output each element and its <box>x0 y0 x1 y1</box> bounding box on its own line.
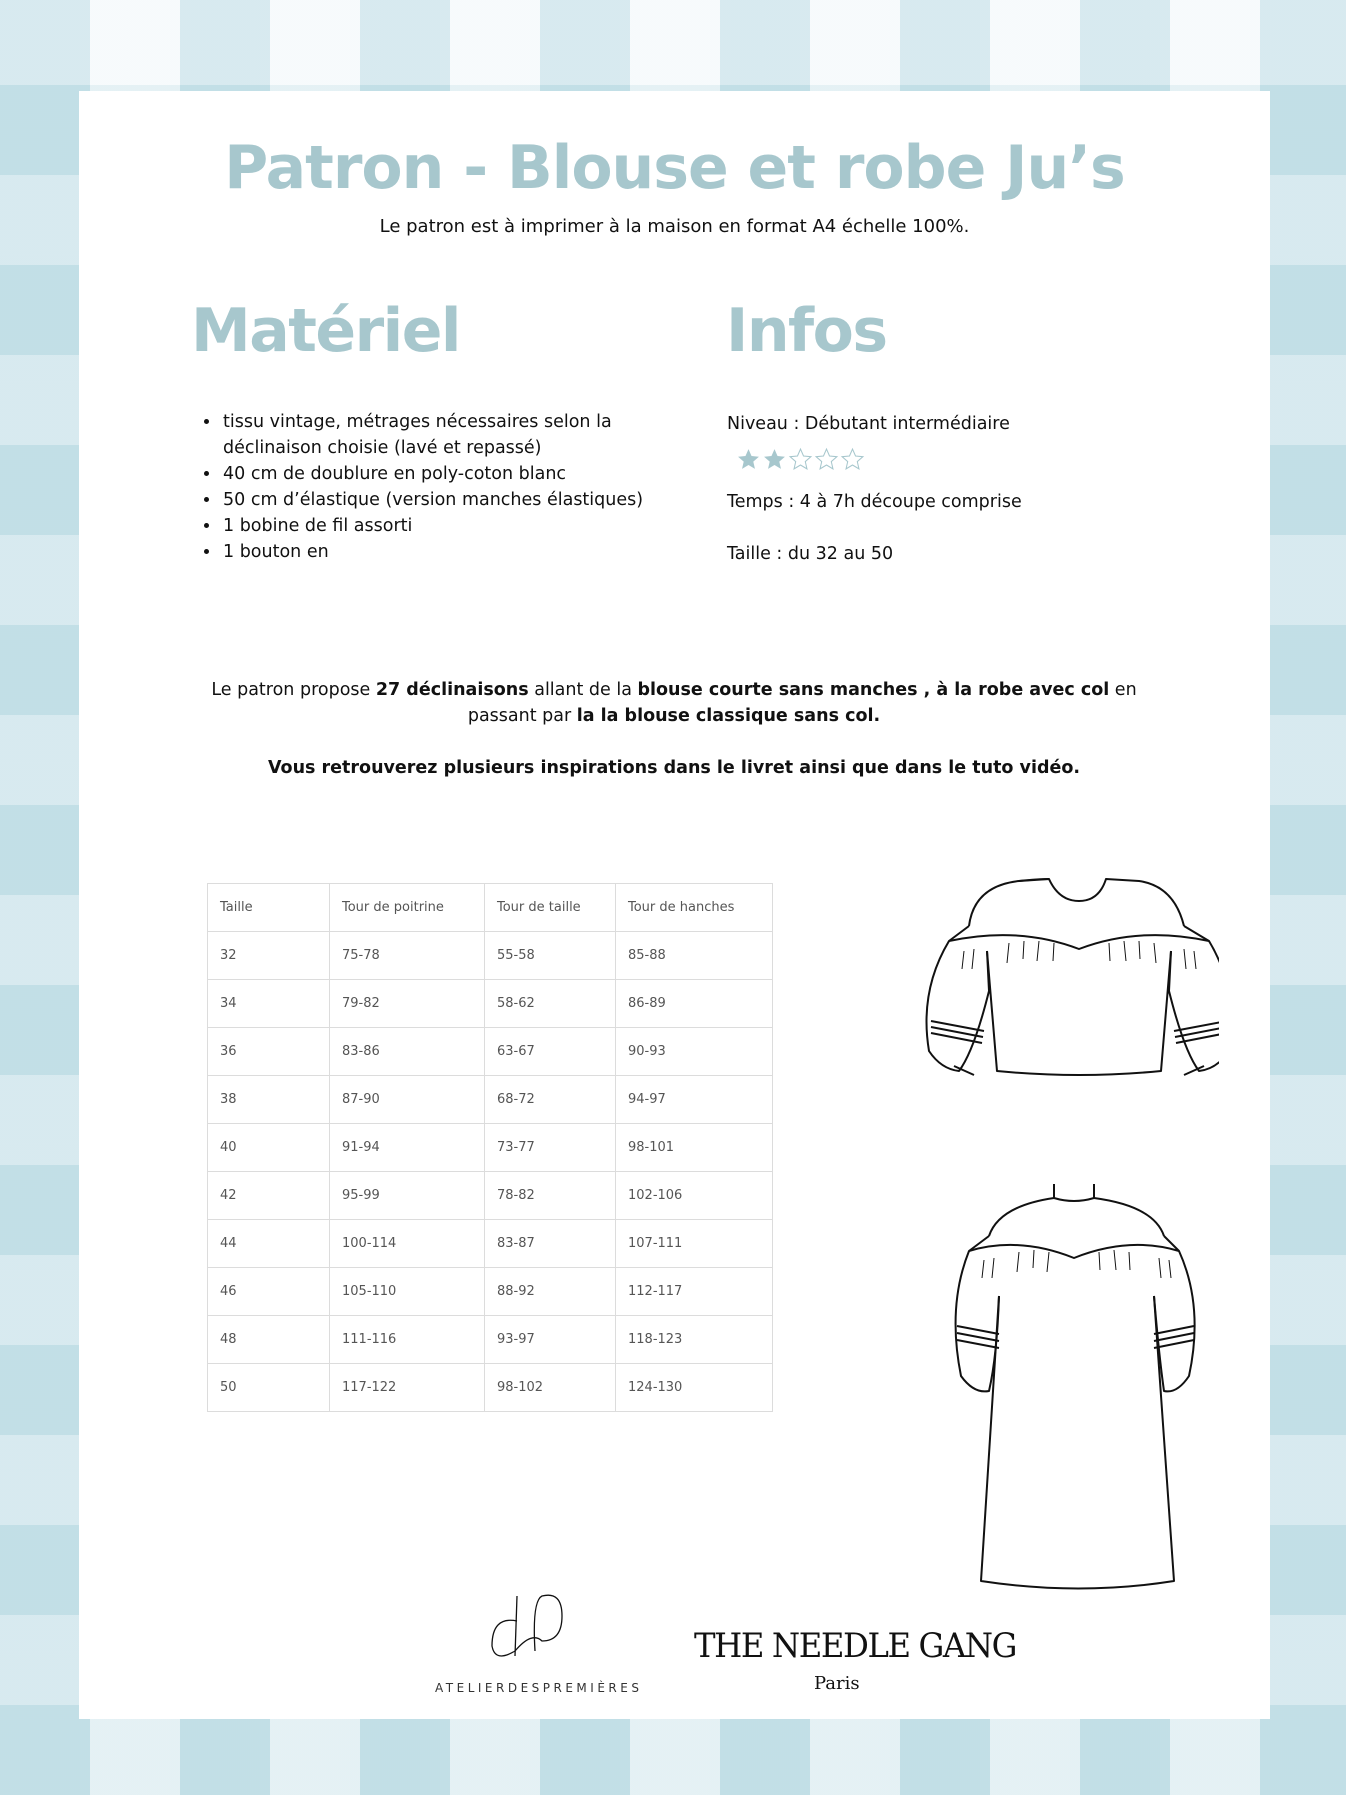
cell: 98-101 <box>616 1124 773 1172</box>
document-page <box>79 91 1270 1719</box>
cell: 107-111 <box>616 1220 773 1268</box>
cell: 73-77 <box>485 1124 616 1172</box>
star-icon <box>736 447 761 472</box>
cell: 40 <box>208 1124 330 1172</box>
desc-text: en <box>1109 680 1137 700</box>
cell: 38 <box>208 1076 330 1124</box>
table-header-row <box>208 884 773 932</box>
cell: 32 <box>208 932 330 980</box>
cell: 85-88 <box>616 932 773 980</box>
cell: 112-117 <box>616 1268 773 1316</box>
cell: 83-87 <box>485 1220 616 1268</box>
difficulty-rating <box>736 447 865 472</box>
inspiration-note: Vous retrouverez plusieurs inspirations dans le livret ainsi que dans le tuto vidéo. <box>267 758 1081 778</box>
needle-gang-city: Paris <box>814 1673 860 1694</box>
niveau-text: Niveau : Débutant intermédiaire <box>727 414 1010 434</box>
cell: 87-90 <box>330 1076 485 1124</box>
table-row <box>208 1076 773 1124</box>
size-chart-table <box>207 883 773 1412</box>
materials-list <box>197 409 691 565</box>
cell: 100-114 <box>330 1220 485 1268</box>
cell: 46 <box>208 1268 330 1316</box>
desc-text: passant par <box>467 706 577 726</box>
cell: 50 <box>208 1364 330 1412</box>
cell: 111-116 <box>330 1316 485 1364</box>
table-row <box>208 1172 773 1220</box>
table-row <box>208 980 773 1028</box>
cell: 124-130 <box>616 1364 773 1412</box>
cell: 78-82 <box>485 1172 616 1220</box>
material-item: • 1 bouton en <box>221 539 691 565</box>
desc-bold: la la blouse classique sans col. <box>576 706 881 726</box>
needle-gang-logo: THE NEEDLE GANG <box>694 1626 1016 1666</box>
table-row <box>208 932 773 980</box>
cell: 95-99 <box>330 1172 485 1220</box>
cell: 94-97 <box>616 1076 773 1124</box>
temps-text: Temps : 4 à 7h découpe comprise <box>727 492 1022 512</box>
star-icon <box>762 447 787 472</box>
col-header: Tour de taille <box>485 884 616 932</box>
cell: 79-82 <box>330 980 485 1028</box>
material-item: • 40 cm de doublure en poly-coton blanc <box>221 461 691 487</box>
atelier-logo-text: ATELIERDESPREMIÈRES <box>435 1681 643 1695</box>
material-item: • 1 bobine de fil assorti <box>221 513 691 539</box>
cell: 86-89 <box>616 980 773 1028</box>
col-header: Tour de hanches <box>616 884 773 932</box>
desc-bold: blouse courte sans manches , à la robe avec col <box>637 680 1110 700</box>
cell: 102-106 <box>616 1172 773 1220</box>
cell: 117-122 <box>330 1364 485 1412</box>
table-row <box>208 1268 773 1316</box>
blouse-sketch-icon <box>869 871 1219 1086</box>
cell: 75-78 <box>330 932 485 980</box>
cell: 118-123 <box>616 1316 773 1364</box>
desc-text: allant de la <box>528 680 638 700</box>
cell: 58-62 <box>485 980 616 1028</box>
cell: 42 <box>208 1172 330 1220</box>
cell: 91-94 <box>330 1124 485 1172</box>
cell: 83-86 <box>330 1028 485 1076</box>
cell: 68-72 <box>485 1076 616 1124</box>
dress-sketch-icon <box>869 1176 1219 1596</box>
desc-bold: 27 déclinaisons <box>375 680 529 700</box>
star-outline-icon <box>840 447 865 472</box>
cell: 93-97 <box>485 1316 616 1364</box>
cell: 44 <box>208 1220 330 1268</box>
atelier-ap-logo-icon <box>487 1591 567 1671</box>
desc-text: Le patron propose <box>211 680 376 700</box>
cell: 90-93 <box>616 1028 773 1076</box>
star-outline-icon <box>814 447 839 472</box>
cell: 55-58 <box>485 932 616 980</box>
cell: 88-92 <box>485 1268 616 1316</box>
page-subtitle: Le patron est à imprimer à la maison en format A4 échelle 100%. <box>379 216 970 237</box>
cell: 34 <box>208 980 330 1028</box>
cell: 63-67 <box>485 1028 616 1076</box>
star-outline-icon <box>788 447 813 472</box>
infos-heading: Infos <box>726 296 887 366</box>
cell: 105-110 <box>330 1268 485 1316</box>
cell: 98-102 <box>485 1364 616 1412</box>
table-row <box>208 1028 773 1076</box>
material-item: • 50 cm d’élastique (version manches élastiques) <box>221 487 691 513</box>
table-row <box>208 1220 773 1268</box>
table-row <box>208 1316 773 1364</box>
taille-text: Taille : du 32 au 50 <box>727 544 894 564</box>
material-item: • tissu vintage, métrages nécessaires selon la déclinaison choisie (lavé et repassé) <box>221 409 691 461</box>
materiel-heading: Matériel <box>191 296 460 366</box>
table-row <box>208 1364 773 1412</box>
cell: 48 <box>208 1316 330 1364</box>
col-header: Taille <box>208 884 330 932</box>
table-row <box>208 1124 773 1172</box>
col-header: Tour de poitrine <box>330 884 485 932</box>
cell: 36 <box>208 1028 330 1076</box>
page-title: Patron - Blouse et robe Ju’s <box>224 133 1125 203</box>
description-paragraph <box>169 677 1179 729</box>
